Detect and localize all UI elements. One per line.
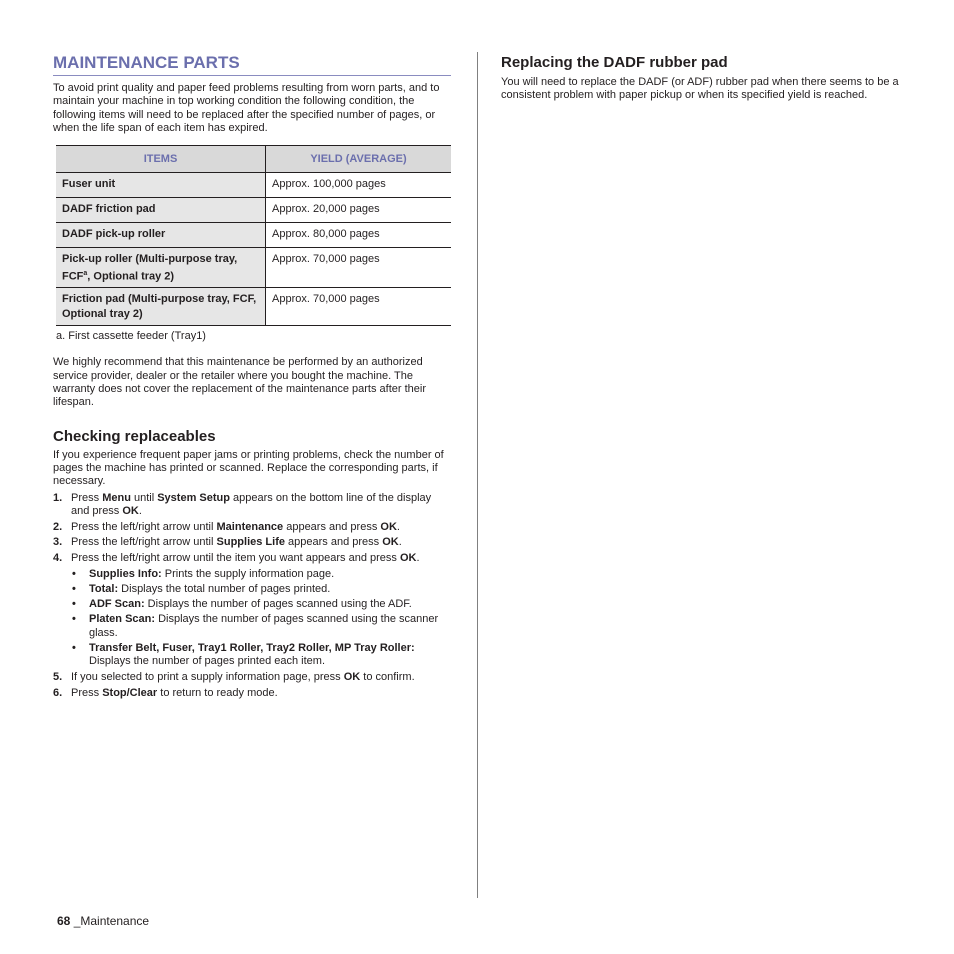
list-item [71, 598, 451, 611]
step-text: Press the left/right arrow until [71, 520, 217, 533]
table-row [56, 173, 451, 198]
option-label: Platen Scan: [89, 613, 156, 626]
list-item [71, 613, 451, 640]
step-key: OK [380, 520, 397, 533]
step-number: 5. [53, 671, 63, 684]
bullet: • [72, 613, 76, 626]
yield-cell: Approx. 100,000 pages [266, 173, 452, 198]
step-4-options [71, 568, 451, 669]
list-item [71, 642, 451, 669]
yield-cell: Approx. 70,000 pages [266, 288, 452, 326]
step-number: 6. [53, 686, 63, 699]
maintenance-parts-table [56, 145, 451, 326]
step-1 [53, 492, 451, 519]
list-item [71, 583, 451, 596]
bullet: • [72, 582, 76, 595]
step-key: OK [399, 552, 417, 565]
step-text: until [130, 491, 158, 504]
column-divider [477, 52, 478, 898]
yield-cell: Approx. 70,000 pages [266, 248, 452, 288]
steps-list [53, 492, 451, 701]
option-label: Total: [89, 582, 119, 595]
step-key: OK [122, 504, 139, 517]
checking-intro: If you experience frequent paper jams or printing problems, check the number of pages the machine has printed or scanned. Replace the corresponding parts, if necessary. [53, 448, 444, 488]
bullet: • [72, 642, 76, 655]
dadf-rubber-pad-heading: Replacing the DADF rubber pad [501, 54, 728, 71]
step-key: Supplies Life [216, 536, 285, 549]
step-3 [53, 536, 451, 549]
step-key: OK [382, 536, 399, 549]
step-key: Stop/Clear [102, 686, 158, 699]
step-number: 1. [53, 491, 63, 504]
step-key: Maintenance [216, 520, 284, 533]
option-text: Displays the number of pages printed each item. [89, 655, 326, 668]
section-title: MAINTENANCE PARTS [53, 52, 451, 76]
list-item [71, 568, 451, 581]
step-text: to return to ready mode. [157, 686, 278, 699]
dadf-rubber-pad-body: You will need to replace the DADF (or ADF) rubber pad when there seems to be a consistent problem with paper pickup or when its specified yield is reached. [501, 76, 899, 102]
step-text: . [398, 536, 402, 549]
item-cell: DADF pick-up roller [56, 223, 266, 248]
page-footer [57, 914, 149, 928]
step-text: Press the left/right arrow until the item you want appears and press [71, 552, 400, 565]
step-2 [53, 521, 451, 534]
option-text: Prints the supply information page. [161, 567, 335, 580]
option-label: Supplies Info: [89, 567, 162, 580]
table-row [56, 198, 451, 223]
option-text: Displays the number of pages scanned using the scanner glass. [89, 613, 439, 639]
step-text: appears and press [284, 536, 383, 549]
item-text: Pick-up roller (Multi-purpose tray, FCF [62, 253, 238, 283]
step-key: OK [343, 671, 361, 684]
step-text: . [138, 504, 142, 517]
option-text: Displays the total number of pages printed. [118, 582, 331, 595]
page-number: 68 [57, 914, 71, 928]
step-number: 3. [53, 536, 63, 549]
step-text: Press [71, 491, 103, 504]
item-cell: DADF friction pad [56, 198, 266, 223]
step-text: Press [71, 686, 103, 699]
left-column [53, 52, 451, 703]
option-label: Transfer Belt, Fuser, Tray1 Roller, Tray2 Roller, MP Tray Roller: [89, 642, 415, 655]
step-text: appears on the bottom line of the display and press [71, 491, 432, 517]
step-text: appears and press [283, 520, 381, 533]
right-column [501, 53, 901, 103]
option-label: ADF Scan: [89, 598, 145, 611]
step-key: System Setup [157, 491, 230, 504]
step-text: Press the left/right arrow until [71, 536, 217, 549]
intro-paragraph: To avoid print quality and paper feed problems resulting from worn parts, and to maintain your machine in top working condition the following condition, the following items will need to be replaced after the specified number of pages, or when the life span of each item has expired. [53, 82, 440, 134]
step-number: 4. [53, 552, 63, 565]
item-text-cont: , Optional tray 2) [87, 270, 175, 283]
step-text: . [396, 520, 400, 533]
recommendation-paragraph: We highly recommend that this maintenance be performed by an authorized service provider, dealer or the retailer where you bought the machine. The warranty does not cover the replacement of the maintenance parts after their lifespan. [53, 356, 426, 409]
table-row [56, 288, 451, 326]
yield-cell: Approx. 80,000 pages [266, 223, 452, 248]
item-cell: Friction pad (Multi-purpose tray, FCF, Optional tray 2) [56, 288, 266, 326]
table-row [56, 223, 451, 248]
yield-cell: Approx. 20,000 pages [266, 198, 452, 223]
step-4 [53, 552, 451, 668]
step-key: Menu [102, 491, 131, 504]
table-header-row [56, 146, 451, 173]
checking-replaceables-heading: Checking replaceables [53, 427, 216, 445]
footer-section: _Maintenance [70, 914, 150, 928]
step-5 [53, 671, 451, 684]
column-header-yield: YIELD (AVERAGE) [266, 146, 452, 173]
step-number: 2. [53, 520, 63, 533]
table-footnote: a. First cassette feeder (Tray1) [56, 330, 206, 343]
step-text: . [416, 552, 420, 565]
table-row [56, 248, 451, 288]
option-text: Displays the number of pages scanned using the ADF. [144, 598, 412, 611]
item-cell [56, 248, 266, 288]
step-text: If you selected to print a supply information page, press [71, 671, 344, 684]
bullet: • [72, 567, 76, 580]
footnote-marker: a [83, 269, 88, 277]
bullet: • [72, 598, 76, 611]
step-text: to confirm. [360, 671, 415, 684]
item-cell: Fuser unit [56, 173, 266, 198]
column-header-items: ITEMS [56, 146, 266, 173]
step-6 [53, 687, 451, 700]
